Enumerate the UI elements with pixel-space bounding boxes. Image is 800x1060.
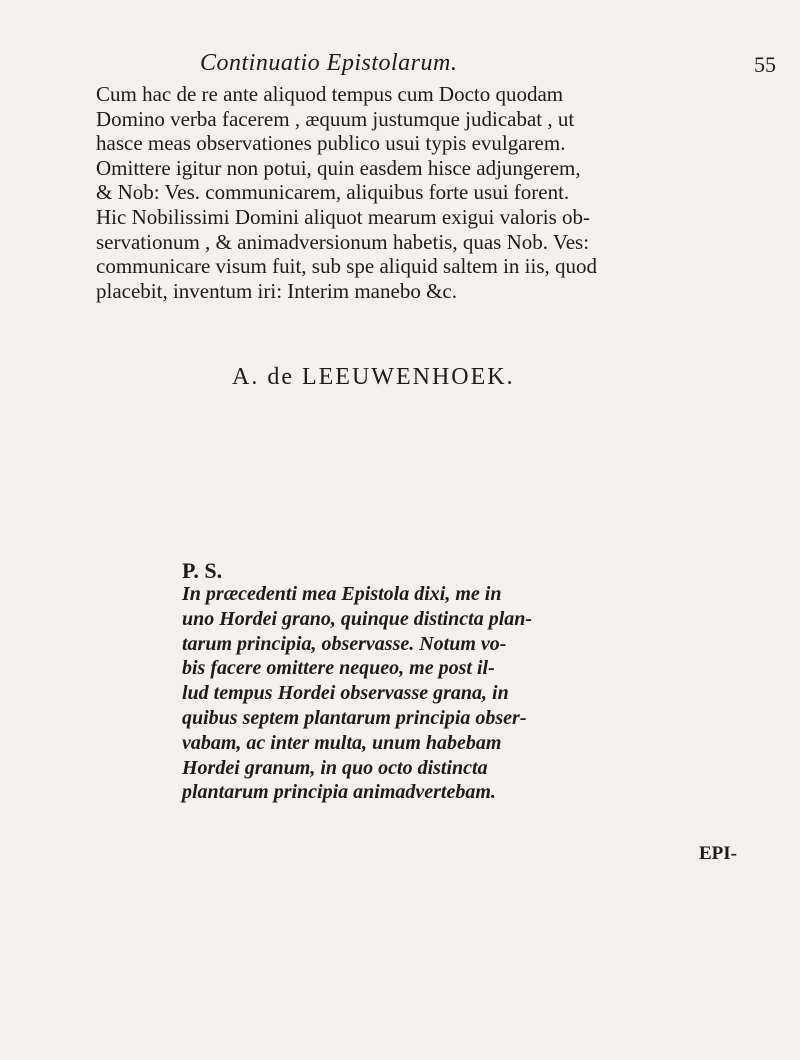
text-line: bis facere omittere nequeo, me post il- [182, 657, 495, 680]
text-line: placebit, inventum iri: Interim manebo &c. [96, 278, 457, 303]
text-line: Omittere igitur non potui, quin easdem hisce adjungerem, [96, 155, 581, 180]
header-title: Continuatio Epistolarum. [200, 50, 458, 76]
text-line: lud tempus Hordei observasse grana, in [182, 682, 509, 705]
running-header [0, 50, 800, 80]
text-line: quibus septem plantarum principia obser- [182, 706, 527, 729]
text-line: hasce meas observationes publico usui typis evulgarem. [96, 131, 566, 156]
postscript-body [182, 582, 622, 805]
text-line: Hic Nobilissimi Domini aliquot mearum exigui valoris ob- [96, 204, 591, 229]
text-line: Hordei granum, in quo octo distincta [182, 756, 488, 779]
text-line: communicare visum fuit, sub spe aliquid saltem in iis, quod [96, 254, 598, 279]
text-line: uno Hordei grano, quinque distincta plan- [182, 607, 533, 630]
signature: A. de LEEUWENHOEK. [232, 364, 515, 390]
letter-body [96, 82, 716, 303]
text-line: In præcedenti mea Epistola dixi, me in [182, 583, 502, 605]
text-line: vabam, ac inter multa, unum habebam [182, 731, 502, 754]
postscript-heading: P. S. [182, 558, 223, 583]
text-line: & Nob: Ves. communicarem, aliquibus forte usui forent. [96, 180, 570, 205]
text-line: servationum , & animadversionum habetis, quas Nob. Ves: [96, 229, 590, 254]
text-line: tarum principia, observasse. Notum vo- [182, 632, 507, 655]
page-number: 55 [754, 52, 776, 77]
text-line: Domino verba facerem , æquum justumque judicabat , ut [96, 106, 575, 131]
text-line: Cum hac de re ante aliquod tempus cum Docto quodam [96, 82, 564, 106]
text-line: plantarum principia animadvertebam. [182, 781, 496, 804]
catchword: EPI- [699, 843, 737, 864]
